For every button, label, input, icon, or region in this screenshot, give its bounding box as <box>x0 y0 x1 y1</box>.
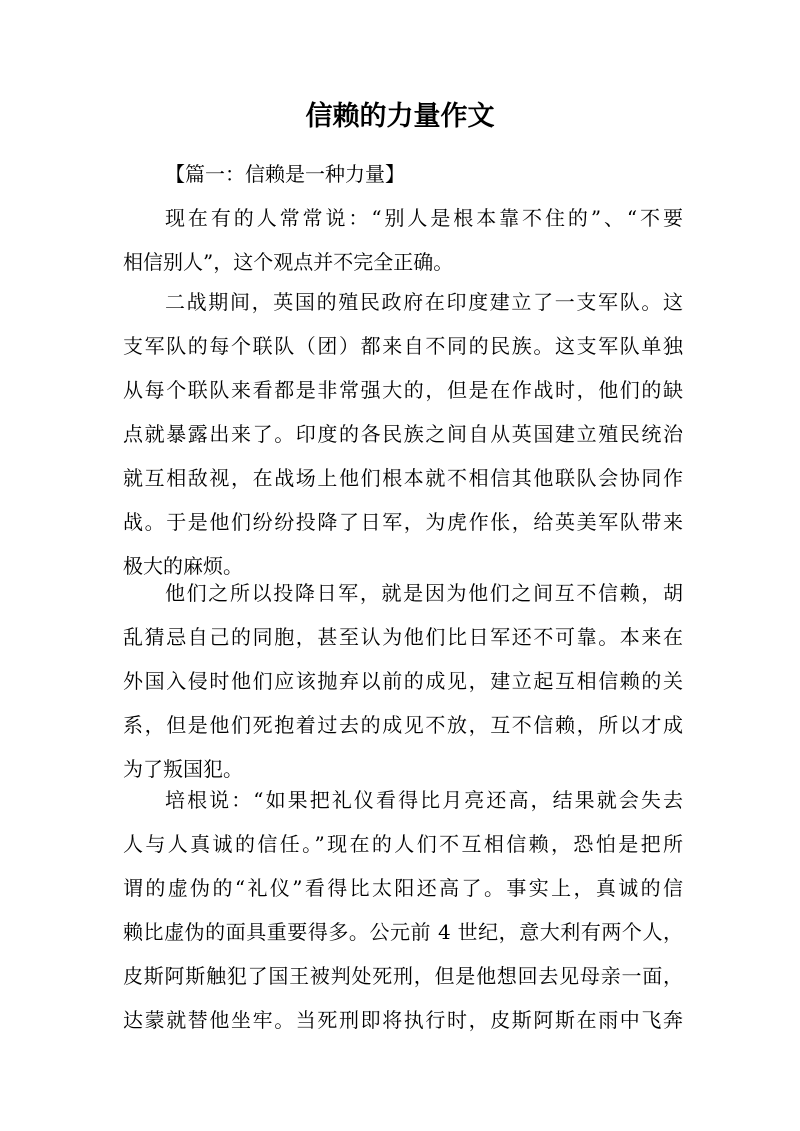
text-line: 达蒙就替他坐牢。当死刑即将执行时，皮斯阿斯在雨中飞奔 <box>123 1008 683 1032</box>
paragraph-4 <box>123 778 683 1042</box>
text-line: 战。于是他们纷纷投降了日军，为虎作伥，给英美军队带来 <box>123 510 683 534</box>
section-heading: 【篇一：信赖是一种力量】 <box>165 162 405 186</box>
text-line: 从每个联队来看都是非常强大的，但是在作战时，他们的缺 <box>123 378 683 402</box>
text-line: 极大的麻烦。 <box>123 554 243 578</box>
paragraph-2 <box>123 280 683 588</box>
text-line: 外国入侵时他们应该抛弃以前的成见，建立起互相信赖的关 <box>123 669 683 693</box>
text-line: 点就暴露出来了。印度的各民族之间自从英国建立殖民统治 <box>123 422 683 446</box>
paragraph-1 <box>123 196 683 284</box>
text-line: 培根说：“如果把礼仪看得比月亮还高，结果就会失去 <box>165 788 683 812</box>
text-line: 相信别人”，这个观点并不完全正确。 <box>123 250 454 274</box>
document-title: 信赖的力量作文 <box>305 101 495 132</box>
text-line: 谓的虚伪的“礼仪”看得比太阳还高了。事实上，真诚的信 <box>123 876 683 900</box>
text-line: 人与人真诚的信任。”现在的人们不互相信赖，恐怕是把所 <box>123 832 683 856</box>
text-line: 皮斯阿斯触犯了国王被判处死刑，但是他想回去见母亲一面， <box>123 964 683 988</box>
text-line: 为了叛国犯。 <box>123 757 243 781</box>
paragraph-3 <box>123 571 683 791</box>
text-line: 二战期间，英国的殖民政府在印度建立了一支军队。这 <box>165 290 683 314</box>
text-line: 乱猜忌自己的同胞，甚至认为他们比日军还不可靠。本来在 <box>123 625 683 649</box>
text-line: 现在有的人常常说：“别人是根本靠不住的”、“不要 <box>165 206 683 230</box>
text-line: 他们之所以投降日军，就是因为他们之间互不信赖，胡 <box>165 581 683 605</box>
text-line: 就互相敌视，在战场上他们根本就不相信其他联队会协同作 <box>123 466 683 490</box>
text-line: 支军队的每个联队（团）都来自不同的民族。这支军队单独 <box>123 334 683 358</box>
text-line: 系，但是他们死抱着过去的成见不放，互不信赖，所以才成 <box>123 713 683 737</box>
text-line: 赖比虚伪的面具重要得多。公元前 4 世纪，意大利有两个人， <box>123 920 683 944</box>
